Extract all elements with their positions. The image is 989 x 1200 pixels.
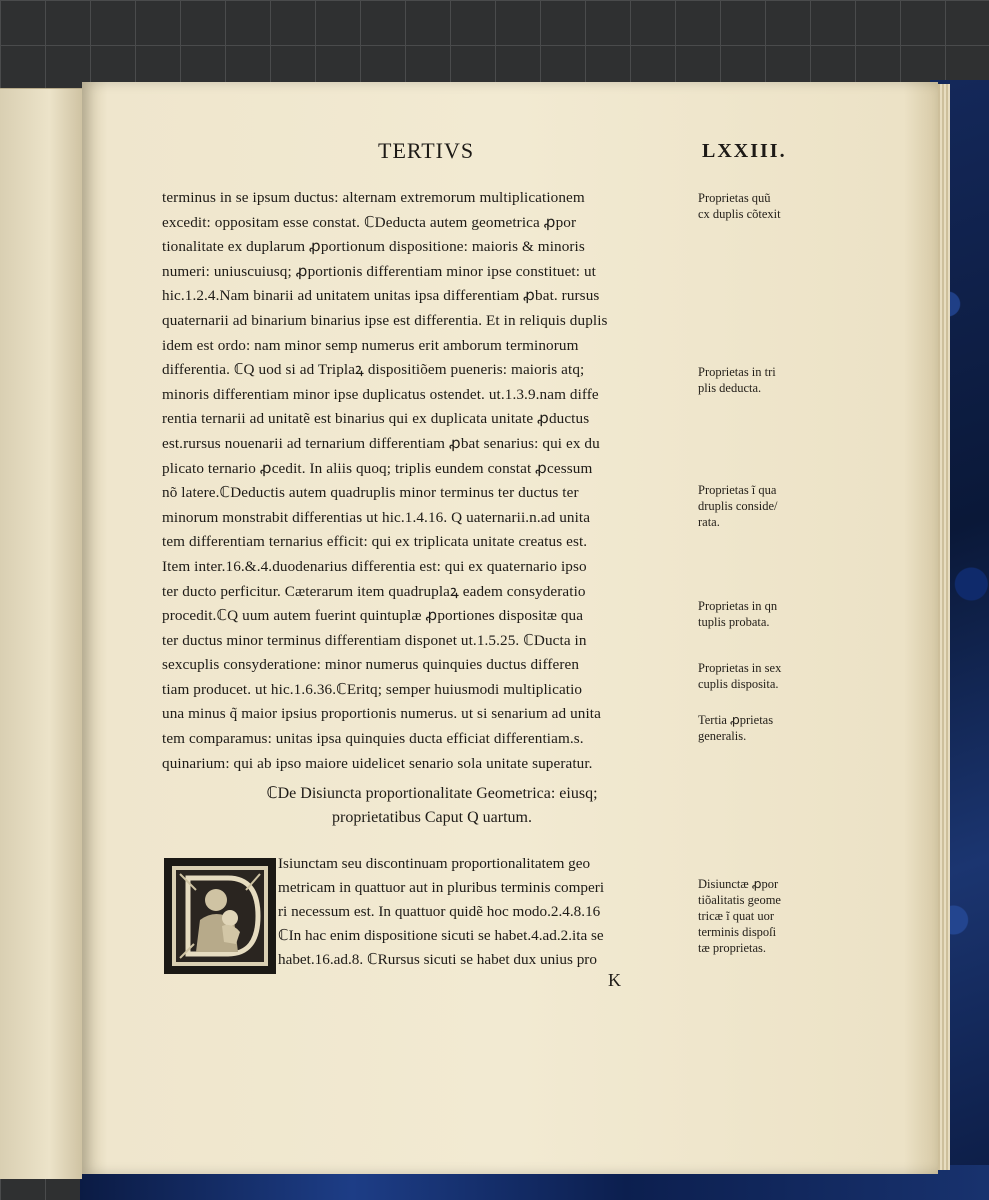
marginal-note: Proprietas in qn tuplis probata. (698, 599, 778, 629)
chapter-heading-line: ℂDe Disiuncta proportionalitate Geometrica: eiusq; (266, 785, 598, 802)
text-line: terminus in se ipsum ductus: alternam extremorum multiplicationem (162, 189, 585, 206)
text-line: est.rursus nouenarii ad ternarium differentiam ꝓbat senarius: qui ex du (162, 434, 600, 452)
signature-mark: K (608, 970, 621, 990)
text-line: sexcuplis consyderatione: minor numerus quinquies ductus differen (162, 656, 580, 674)
text-line: una minus q̃ maior ipsius proportionis numerus. ut si senarium ad unita (162, 705, 601, 723)
marginal-note: Tertia ꝓprietas generalis. (698, 713, 774, 743)
text-line: habet.16.ad.8. ℂRursus sicuti se habet dux unius pro (278, 951, 597, 968)
text-line: tionalitate ex duplarum ꝓportionum dispositione: maioris & minoris (162, 238, 585, 256)
text-line: idem est ordo: nam minor semp numerus erit amborum terminorum (162, 336, 579, 354)
chapter-heading-line: proprietatibus Caput Q uartum. (332, 809, 532, 826)
text-line: ter ductus minor terminus differentiam disponet ut.1.5.25. ℂDucta in (162, 631, 587, 649)
left-page-edge (0, 88, 82, 1179)
marginal-note: Proprietas ĩ qua druplis conside/ rata. (698, 483, 778, 529)
chapter-heading (222, 782, 642, 830)
text-line: minorum monstrabit differentias ut hic.1.4.16. Q uaternarii.n.ad unita (162, 508, 591, 526)
marginal-note: Disiunctæ ꝓpor tiõalitatis geome tricæ ĩ quat uor terminis dispoſi tæ proprietas. (698, 877, 781, 955)
main-text-block (162, 186, 692, 776)
text-line: minoris differentiam minor ipse duplicatus ostendet. ut.1.3.9.nam diffe (162, 385, 599, 403)
text-line: ℂIn hac enim dispositione sicuti se habet.4.ad.2.ita se (278, 927, 604, 944)
text-line: rentia ternarii ad unitatẽ est binarius qui ex duplicata unitate ꝓductus (162, 410, 590, 428)
text-line: Item inter.16.&.4.duodenarius differentia est: qui ex quaternario ipso (162, 557, 587, 575)
text-line: metricam in quattuor aut in pluribus terminis comperi (278, 879, 605, 896)
marginal-note: Proprietas in sex cuplis disposita. (698, 661, 782, 691)
text-line: procedit.ℂQ uum autem fuerint quintuplæ ꝓportiones dispositæ qua (162, 607, 584, 625)
text-line: quaternarii ad binarium binarius ipse est differentia. Et in reliquis duplis (162, 311, 608, 329)
text-line: tem differentiam ternarius efficit: qui ex triplicata unitate creatus est. (162, 533, 588, 551)
initial-paragraph (278, 852, 688, 972)
marginal-note: Proprietas in tri plis deducta. (698, 365, 776, 395)
book-page (82, 82, 938, 1174)
text-line: Isiunctam seu discontinuam proportionalitatem geo (278, 855, 591, 872)
woodcut-initial-d-icon (164, 858, 276, 974)
text-line: excedit: oppositam esse constat. ℂDeducta autem geometrica ꝓpor (162, 213, 577, 231)
text-line: nõ latere.ℂDeductis autem quadruplis minor terminus ter ductus ter (162, 484, 579, 502)
text-line: tem comparamus: unitas ipsa quinquies ducta efficiat differentiam.s. (162, 730, 584, 748)
marginal-note: Proprietas quũ cx duplis cõtexit (698, 191, 781, 221)
text-line: ter ducto perficitur. Cæterarum item quadruplaꝝ eadem consyderatio (162, 582, 586, 600)
text-line: tiam producet. ut hic.1.6.36.ℂEritq; semper huiusmodi multiplicatio (162, 680, 583, 698)
text-line: differentia. ℂQ uod si ad Triplaꝝ dispositiõem pueneris: maioris atq; (162, 361, 585, 379)
running-title: TERTIVS (378, 138, 475, 163)
text-line: hic.1.2.4.Nam binarii ad unitatem unitas ipsa differentiam ꝓbat. rursus (162, 287, 600, 305)
text-line: plicato ternario ꝓcedit. In aliis quoq; triplis eundem constat ꝓcessum (162, 459, 593, 477)
text-line: quinarium: qui ab ipso maiore uidelicet senario sola unitate superatur. (162, 754, 593, 772)
text-line: ri necessum est. In quattuor quidẽ hoc modo.2.4.8.16 (278, 903, 601, 920)
folio-number: LXXIII. (702, 140, 787, 162)
text-line: numeri: uniuscuiusq; ꝓportionis differentiam minor ipse constituet: ut (162, 262, 596, 280)
